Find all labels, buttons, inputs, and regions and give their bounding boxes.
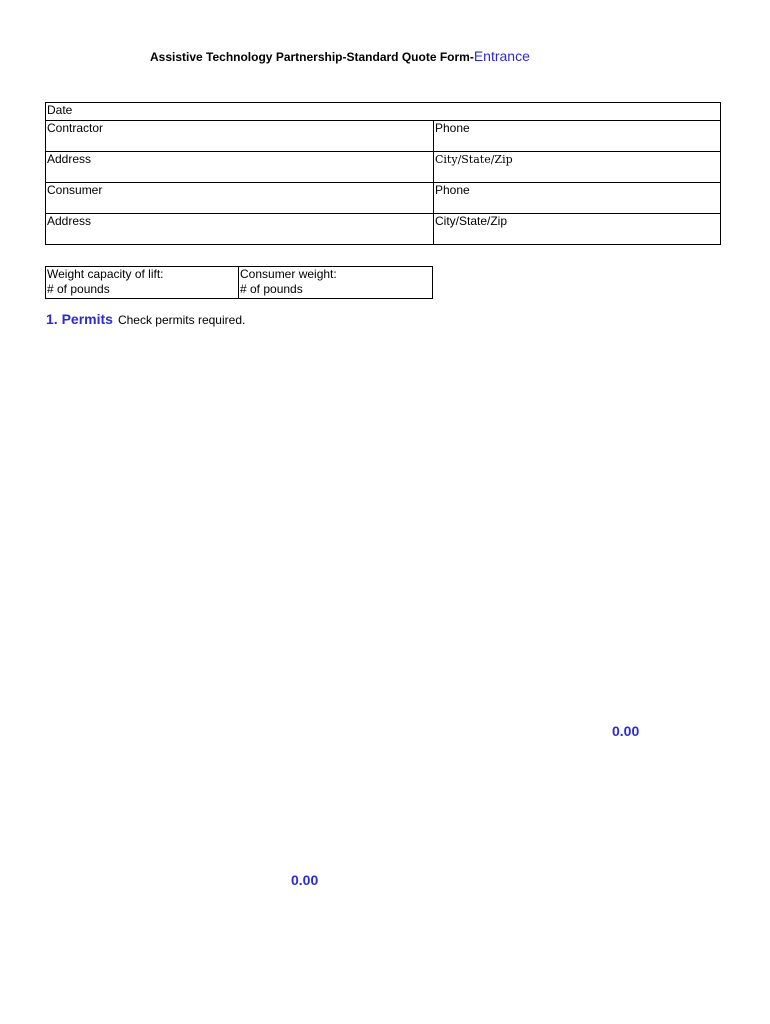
consumer-city-label: City/State/Zip: [435, 214, 508, 228]
form-title: [150, 48, 530, 64]
date-label: Date: [47, 103, 73, 117]
contractor-city-cell[interactable]: [434, 152, 721, 183]
consumer-phone-cell[interactable]: [434, 183, 721, 214]
consumer-weight-cell[interactable]: [239, 267, 433, 299]
form-title-main: Assistive Technology Partnership-Standard Quote Form-: [150, 50, 474, 64]
permits-heading: 1. Permits: [46, 311, 113, 327]
weight-table: [45, 266, 433, 299]
date-row: [46, 103, 721, 121]
consumer-address-row: [46, 214, 721, 245]
contractor-city-label: City/State/Zip: [435, 153, 513, 166]
contractor-cell[interactable]: [46, 121, 434, 152]
consumer-weight-label: Consumer weight:: [240, 267, 337, 281]
consumer-cell[interactable]: [46, 183, 434, 214]
contact-info-table: [45, 102, 721, 245]
consumer-city-cell[interactable]: [434, 214, 721, 245]
consumer-phone-label: Phone: [435, 183, 470, 197]
contractor-phone-cell[interactable]: [434, 121, 721, 152]
lift-capacity-cell[interactable]: [46, 267, 239, 299]
permits-section: [46, 311, 245, 329]
contractor-address-cell[interactable]: [46, 152, 434, 183]
lift-units-label: # of pounds: [47, 282, 110, 296]
weight-row: [46, 267, 433, 299]
contractor-row: [46, 121, 721, 152]
consumer-address-cell[interactable]: [46, 214, 434, 245]
permits-note: Check permits required.: [117, 313, 246, 327]
contractor-address-row: [46, 152, 721, 183]
date-cell[interactable]: [46, 103, 721, 121]
consumer-label: Consumer: [47, 183, 103, 197]
total-value-1: 0.00: [612, 723, 640, 739]
consumer-units-label: # of pounds: [240, 282, 303, 296]
total-value-2: 0.00: [291, 872, 319, 888]
consumer-row: [46, 183, 721, 214]
form-title-accent: Entrance: [473, 48, 530, 64]
lift-capacity-label: Weight capacity of lift:: [47, 267, 164, 281]
contractor-address-label: Address: [47, 152, 92, 166]
contractor-phone-label: Phone: [435, 121, 470, 135]
consumer-address-label: Address: [47, 214, 92, 228]
contractor-label: Contractor: [47, 121, 104, 135]
